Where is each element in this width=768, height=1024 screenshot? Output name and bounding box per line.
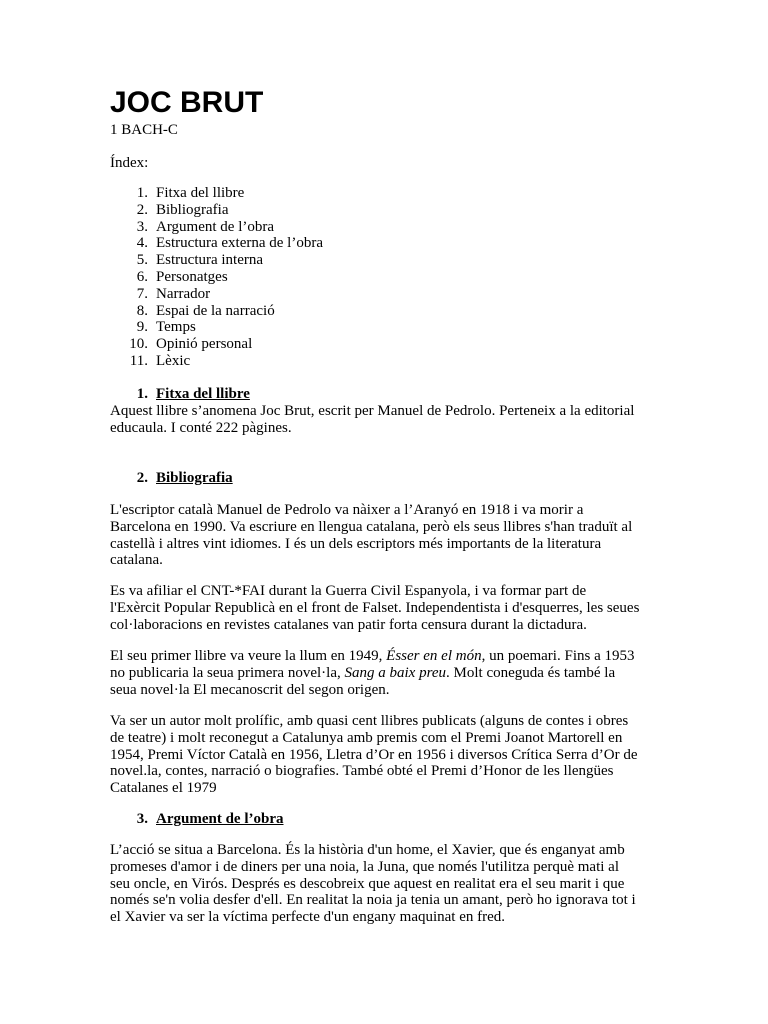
text-line: Barcelona en 1990. Va escriure en llengua catalana, però els seus llibres s'han traduït al [110,518,633,535]
toc-label: Opinió personal [156,336,253,353]
paragraph-bibliografia-3 [110,648,660,698]
toc-label: Lèxic [156,352,191,369]
text-line: catalana. [110,552,163,569]
section-number: 3. [136,811,148,827]
toc-item [110,353,323,370]
toc-item [110,319,323,336]
text-line: Es va afiliar el CNT-*FAI durant la Guerra Civil Espanyola, i va formar part de [110,583,587,599]
text-run: El seu primer llibre va veure la llum en 1949, [110,648,387,664]
text-line: L’acció se situa a Barcelona. És la història d'un home, el Xavier, que és enganyat amb [110,842,625,858]
paragraph-fitxa [110,403,660,437]
text-line: col·laboracions en revistes catalanes van patir forta censura durant la dictadura. [110,616,587,633]
paragraph-bibliografia-1 [110,502,660,569]
toc-item [110,252,323,269]
toc-item [110,336,323,353]
toc-item [110,219,323,236]
section-heading-argument [110,811,284,828]
toc-label: Espai de la narració [156,302,275,319]
text-run: . Molt coneguda és també la [446,664,616,681]
paragraph-argument [110,842,660,926]
toc-number: 9. [136,319,148,336]
text-line: castellà i altres vint idiomes. I és un dels escriptors més importants de la literatura [110,535,602,552]
text-line: el Xavier va ser la víctima perfecte d'un engany maquinat en fred. [110,909,506,926]
section-heading-bibliografia [110,470,233,487]
text-line: Va ser un autor molt prolífic, amb quasi cent llibres publicats (alguns de contes i obres [110,713,629,729]
paragraph-bibliografia-2 [110,583,660,633]
section-number: 1. [136,386,148,402]
toc-number: 8. [136,302,148,319]
toc-number: 11. [129,352,148,369]
toc-item [110,185,323,202]
toc-label: Estructura interna [156,252,264,269]
document-title: JOC BRUT [110,86,264,119]
toc-label: Fitxa del llibre [156,185,245,201]
text-line: 1954, Premi Víctor Català en 1956, Lletra d’Or en 1956 i diversos Crítica Serra d’Or de [110,746,638,763]
text-line: Catalanes el 1979 [110,780,217,797]
toc-number: 2. [136,201,148,218]
text-run: , un poemari. Fins a 1953 [481,648,635,664]
toc-item [110,303,323,320]
toc-number: 5. [136,252,148,269]
toc-label: Estructura externa de l’obra [156,235,323,252]
toc-item [110,269,323,286]
book-title-sang-a-baix-preu: Sang a baix preu [344,664,447,681]
text-line: educaula. I conté 222 pàgines. [110,419,292,436]
text-line: L'escriptor català Manuel de Pedrolo va nàixer a l’Aranyó en 1918 i va morir a [110,502,584,518]
toc-label: Argument de l’obra [156,218,275,235]
text-line: l'Exèrcit Popular Republicà en el front de Falset. Independentista i d'esquerres, les seues [110,599,640,616]
toc-label: Personatges [156,268,228,285]
paragraph-bibliografia-4 [110,713,660,797]
toc-number: 10. [129,336,148,353]
toc-number: 3. [136,218,148,235]
toc-item [110,286,323,303]
text-line: seua novel·la El mecanoscrit del segon origen. [110,681,390,698]
section-title: Fitxa del llibre [156,386,250,402]
index-label: Índex: [110,155,149,171]
text-line: de teatre) i molt reconegut a Catalunya amb premis com el Premi Joanot Martorell en [110,729,623,746]
section-heading-fitxa [110,386,250,403]
text-line [110,665,660,682]
toc-label: Bibliografia [156,201,229,218]
text-line [110,648,660,665]
class-line: 1 BACH-C [110,122,178,138]
book-title-esser-en-el-mon: Ésser en el món [386,648,482,664]
toc-number: 7. [136,285,148,302]
toc-item [110,202,323,219]
text-line: Aquest llibre s’anomena Joc Brut, escrit per Manuel de Pedrolo. Perteneix a la editorial [110,403,635,419]
toc-label: Temps [156,319,196,336]
text-line: només se'n volia desfer d'ell. En realitat la noia ja tenia un amant, però ho ignorava tot i [110,892,636,909]
table-of-contents [110,185,323,370]
section-title: Bibliografia [156,470,233,486]
toc-item [110,235,323,252]
text-run: no publicaria la seua primera novel·la, [110,664,345,681]
toc-number: 6. [136,268,148,285]
toc-number: 1. [136,185,148,201]
text-line: novel.la, contes, narració o biografies. També obté el Premi d’Honor de les llengües [110,763,614,780]
toc-label: Narrador [156,285,211,302]
toc-number: 4. [136,235,148,252]
section-number: 2. [136,470,148,486]
text-line: seu oncle, en Virós. Després es descobreix que aquest en realitat era el seu marit i que [110,875,625,892]
text-line: promeses d'amor i de diners per una noia, la Juna, que només l'utilitza perquè mati al [110,858,620,875]
section-title: Argument de l’obra [156,811,284,827]
